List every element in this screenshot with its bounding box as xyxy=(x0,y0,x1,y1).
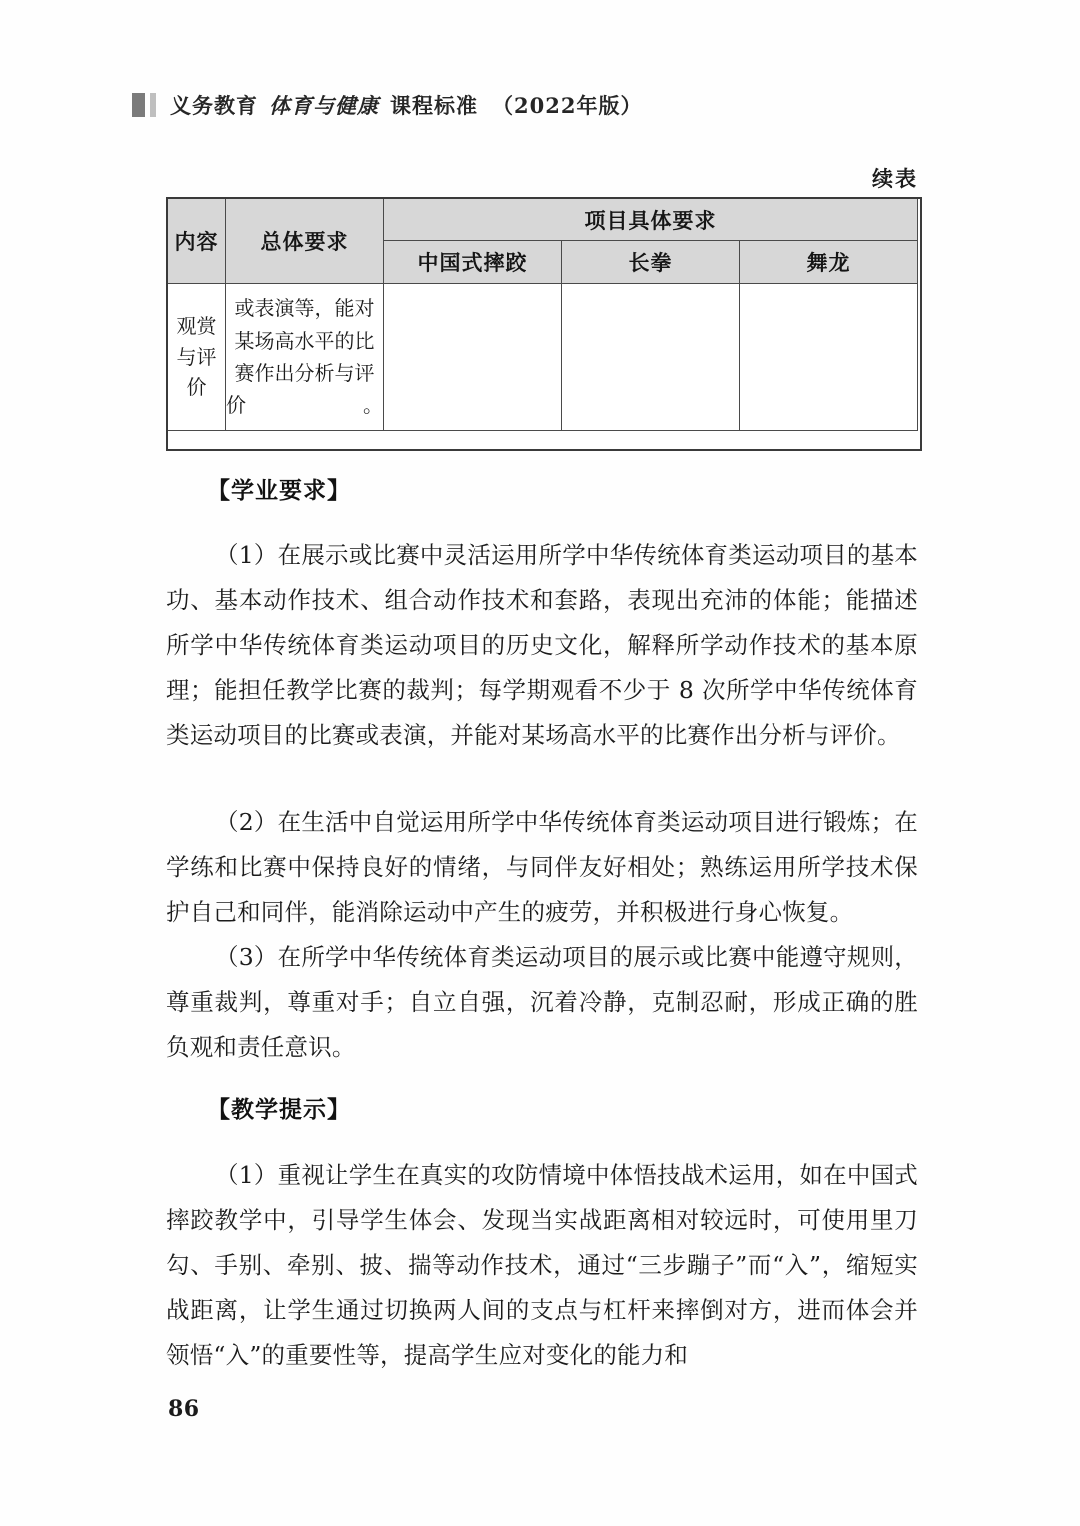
table-header xyxy=(168,199,918,284)
table-col-header-overall: 总体要求 xyxy=(226,199,384,284)
table-col-header-item-0: 中国式摔跤 xyxy=(384,241,562,284)
header-bar-thick-icon xyxy=(132,93,145,117)
table-cell-item-0 xyxy=(384,284,562,431)
running-head-edition: （2022年版） xyxy=(492,93,643,118)
table-col-header-item-1: 长拳 xyxy=(562,241,740,284)
content-label-line-1: 与评 xyxy=(176,344,217,369)
paragraph-academic-2: （2）在生活中自觉运用所学中华传统体育类运动项目进行锻炼；在学练和比赛中保持良好的情绪，与同伴友好相处；熟练运用所学技术保护自己和同伴，能消除运动中产生的疲劳，并积极进行身心恢复。 xyxy=(166,808,918,926)
running-head xyxy=(132,88,642,122)
paragraph-academic-1: （1）在展示或比赛中灵活运用所学中华传统体育类运动项目的基本功、基本动作技术、组合动作技术和套路，表现出充沛的体能；能描述所学中华传统体育类运动项目的历史文化，解释所学动作技术的基本原理；能担任教学比赛的裁判；每学期观看不少于 8 次所学中华传统体育类运动项目的比赛或表演，并能对某场高水平的比赛作出分析与评价。 xyxy=(166,541,918,749)
overall-requirement-text: 或表演等，能对某场高水平的比赛作出分析与评价。 xyxy=(226,296,383,418)
running-head-suffix: 课程标准 xyxy=(390,93,478,118)
page-number: 86 xyxy=(168,1396,200,1422)
table-cell-item-1 xyxy=(562,284,740,431)
running-head-italic: 体育与健康 xyxy=(269,93,379,118)
table-cell-item-2 xyxy=(740,284,918,431)
header-bar-mark-icon xyxy=(132,93,156,117)
paragraph-academic-3: （3）在所学中华传统体育类运动项目的展示或比赛中能遵守规则，尊重裁判，尊重对手；自立自强，沉着冷静，克制忍耐，形成正确的胜负观和责任意识。 xyxy=(166,943,918,1061)
requirements-table xyxy=(167,198,918,431)
content-label-line-0: 观赏 xyxy=(176,314,217,339)
section-heading-teaching-tips: 【教学提示】 xyxy=(207,1096,351,1123)
paragraph-teaching-1: （1）重视让学生在真实的攻防情境中体悟技战术运用，如在中国式摔跤教学中，引导学生体会、发现当实战距离相对较远时，可使用里刀勾、手别、牵别、披、揣等动作技术，通过“三步蹦子”而“入”，缩短实战距离，让学生通过切换两人间的支点与杠杆来摔倒对方，进而体会并领悟“入”的重要性等，提高学生应对变化的能力和 xyxy=(166,1161,918,1369)
table-col-header-item-group: 项目具体要求 xyxy=(384,199,918,241)
section-heading-academic-requirements: 【学业要求】 xyxy=(207,477,351,504)
table-row xyxy=(168,284,918,431)
table-cell-overall-requirement xyxy=(226,284,384,431)
running-head-title xyxy=(170,90,642,120)
running-head-prefix: 义务教育 xyxy=(170,93,258,118)
table-header-row-1 xyxy=(168,199,918,241)
table-col-header-item-2: 舞龙 xyxy=(740,241,918,284)
table-body xyxy=(168,284,918,431)
table-continued-label: 续表 xyxy=(872,166,918,191)
header-bar-thin-icon xyxy=(150,93,156,117)
table-cell-content-label xyxy=(168,284,226,431)
content-label-line-2: 价 xyxy=(186,375,207,400)
table-col-header-content: 内容 xyxy=(168,199,226,284)
